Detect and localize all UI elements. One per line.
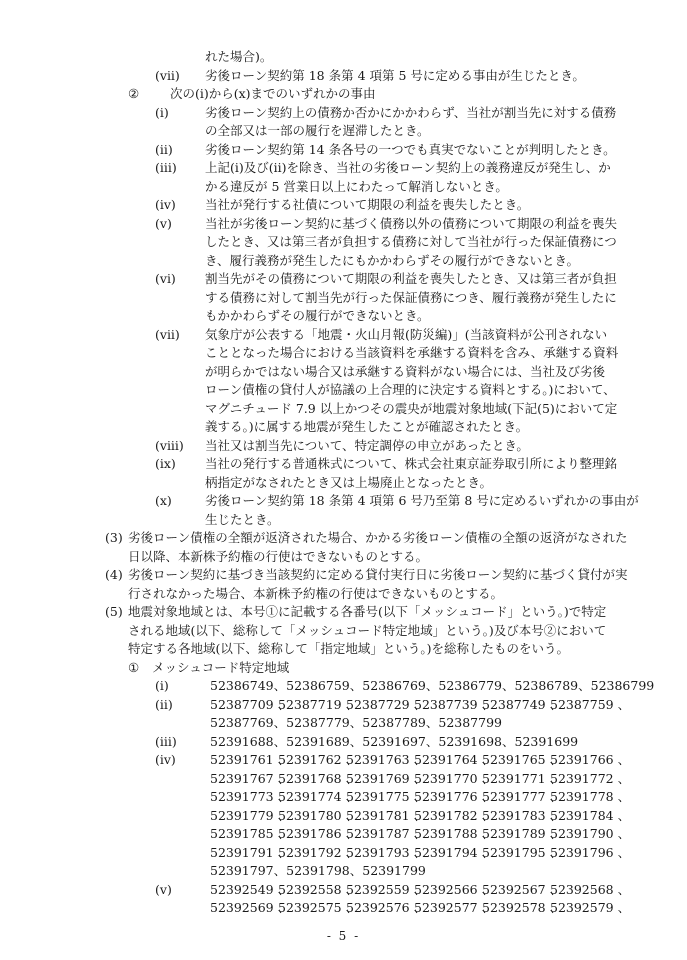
mesh-code-line: 52391688、52391689、52391697、52391698、52391699 (210, 733, 579, 749)
mesh-code: 52391775 、 (346, 789, 427, 804)
sub-item-line: の全部又は一部の履行を遅滞したとき。 (205, 123, 430, 138)
sub-item-line: 当社又は割当先について、特定調停の申立があったとき。 (205, 437, 529, 453)
mesh-code: 52391783 、 (482, 807, 563, 823)
paragraph-label: (5) (105, 604, 123, 619)
mesh-code: 52391761 、 (210, 752, 291, 767)
sub-item-line: かる違反が 5 営業日以上にわたって解消しないとき。 (205, 178, 508, 194)
sub-item-line: 生じたとき。 (205, 511, 280, 527)
mesh-code: 52391763 、 (346, 752, 427, 767)
mesh-code: 52391790 、 (550, 826, 631, 841)
sub-item-line: 当社が発行する社債について期限の利益を喪失したとき。 (205, 197, 530, 212)
circled-number: ② (128, 86, 140, 101)
mesh-code: 52391770 、 (414, 770, 495, 786)
sub-item-line: 劣後ローン契約第 14 条各号の一つでも真実でないことが判明したとき。 (205, 141, 616, 157)
continued-line: れた場合)。 (205, 49, 273, 64)
page-number: - 5 - (326, 929, 361, 943)
mesh-code: 52391771 、 (482, 770, 563, 786)
mesh-code: 52392566 、 (414, 881, 495, 897)
mesh-code: 52387759 、 (550, 696, 631, 712)
mesh-code: 52391781 、 (346, 807, 427, 823)
sub-item-label: (ix) (155, 456, 176, 471)
sub-item-label: (vi) (155, 271, 176, 286)
mesh-code: 52392579 、 (550, 900, 631, 915)
mesh-code: 52391777 、 (482, 789, 563, 804)
mesh-code: 52392578 、 (482, 900, 563, 915)
mesh-code: 52391776 、 (414, 789, 495, 804)
paragraph-line: される地域(以下、総称して「メッシュコード特定地域」という。)及び本号②において (128, 622, 607, 638)
mesh-code: 52391793 、 (346, 844, 427, 860)
mesh-code-line: 52391797、52391798、52391799 (210, 863, 426, 878)
paragraph-line: 劣後ローン契約に基づき当該契約に定める貸付実行日に劣後ローン契約に基づく貸付が実 (128, 567, 628, 582)
paragraph-label: (4) (105, 567, 123, 582)
sub-item-line: 当社が劣後ローン契約に基づく債務以外の債務について期限の利益を喪失 (205, 215, 618, 231)
sub-item-line: 上記(i)及び(ii)を除き、当社の劣後ローン契約上の義務違反が発生し、か (205, 160, 611, 175)
sub-item-line: 気象庁が公表する「地震・火山月報(防災編)」(当該資料が公刊されない (205, 326, 608, 342)
sub-item-line: き、履行義務が発生したにもかかわらずその履行ができないとき。 (205, 252, 580, 268)
paragraph-line: 地震対象地域とは、本号①に記載する各番号(以下「メッシュコード」という。)で特定 (128, 604, 607, 619)
mesh-code: 52392558 、 (278, 881, 359, 897)
mesh-code: 52391786 、 (278, 826, 359, 841)
mesh-code: 52387709 、 (210, 696, 291, 712)
paragraph-line: 劣後ローン債権の全額が返済された場合、かかる劣後ローン債権の全額の返済がなされた (128, 530, 628, 545)
mesh-code: 52391766 、 (550, 752, 631, 767)
mesh-code: 52391762 、 (278, 752, 359, 767)
sub-item-line: したとき、又は第三者が負担する債務に対して当社が行った保証債務につ (205, 234, 617, 249)
mesh-code: 52391769 、 (346, 770, 427, 786)
paragraph-line: 行されなかった場合、本新株予約権の行使はできないものとする。 (128, 585, 504, 601)
mesh-code: 52391795 、 (482, 844, 563, 860)
mesh-code: 52391787 、 (346, 826, 427, 841)
mesh-code: 52391782 、 (414, 807, 495, 823)
mesh-code: 52391778 、 (550, 789, 631, 804)
mesh-code: 52392559 、 (346, 881, 427, 897)
mesh-code: 52391792 、 (278, 844, 359, 860)
sub-item-line: ローン債権の貸付人が協議の上合理的に決定する資料とする。)において、 (205, 382, 616, 397)
mesh-group-label: (v) (155, 881, 172, 897)
paragraph-label: (3) (105, 530, 123, 545)
sub-item-label: (v) (155, 215, 172, 231)
mesh-code: 52391780 、 (278, 807, 359, 823)
mesh-code: 52391788 、 (414, 826, 495, 841)
mesh-code: 52391784 、 (550, 807, 631, 823)
sub-item-label: (x) (155, 493, 172, 508)
sub-item-line: 義する。)に属する地震が発生したことが確認されたとき。 (205, 419, 529, 434)
sub-item-line: する債務に対して割当先が行った保証債務につき、履行義務が発生したに (205, 289, 617, 305)
mesh-code: 52387729 、 (346, 696, 427, 712)
mesh-code-line: 52386749、52386759、52386769、52386779、52386789、52386799 (210, 678, 655, 693)
mesh-code: 52391764 、 (414, 752, 495, 767)
mesh-code: 52392549 、 (210, 881, 291, 897)
circled-number: ① (128, 659, 140, 675)
sub-item-line: こととなった場合における当該資料を承継する資料を含み、承継する資料 (205, 345, 619, 360)
sub-item-label: (viii) (155, 437, 184, 453)
mesh-code: 52391791 、 (210, 844, 291, 860)
mesh-code: 52391772 、 (550, 770, 631, 786)
sub-item-line: もかかわらずその履行ができないとき。 (205, 308, 430, 323)
sub-item-line: 当社の発行する普通株式について、株式会社東京証券取引所により整理銘 (205, 456, 618, 471)
mesh-code: 52391765 、 (482, 752, 563, 767)
sub-item-label: (iv) (155, 197, 176, 212)
mesh-code: 52391779 、 (210, 807, 291, 823)
sub-item-label: (ii) (155, 141, 173, 157)
mesh-code: 52392568 、 (550, 881, 631, 897)
item-text: 劣後ローン契約第 18 条第 4 項第 5 号に定める事由が生じたとき。 (205, 67, 585, 83)
paragraph-line: 日以降、本新株予約権の行使はできないものとする。 (128, 548, 429, 564)
mesh-code-line: 52387769、52387779、52387789、52387799 (210, 715, 502, 730)
mesh-code: 52391768 、 (278, 770, 359, 786)
mesh-code: 52392569 、 (210, 900, 291, 915)
mesh-code: 52391767 、 (210, 770, 291, 786)
mesh-code: 52387739 、 (414, 696, 495, 712)
mesh-group-label: (ii) (155, 696, 173, 712)
mesh-group-label: (iii) (155, 733, 177, 749)
paragraph-line: 特定する各地域(以下、総称して「指定地域」という。)を総称したものをいう。 (128, 641, 570, 656)
sub-item-line: マグニチュード 7.9 以上かつその震央が地震対象地域(下記(5)において定 (205, 400, 618, 416)
sub-item-label: (vii) (155, 326, 180, 342)
sub-item-label: (i) (155, 104, 169, 120)
mesh-code: 52391773 、 (210, 789, 291, 804)
mesh-code: 52387749 、 (482, 696, 563, 712)
sub-item-line: 劣後ローン契約第 18 条第 4 項第 6 号乃至第 8 号に定めるいずれかの事由が (205, 493, 639, 508)
mesh-code: 52392577 、 (414, 900, 495, 915)
mesh-code: 52387719 、 (278, 696, 359, 712)
mesh-code: 52392575 、 (278, 900, 359, 915)
mesh-group-label: (iv) (155, 752, 176, 767)
mesh-code: 52391785 、 (210, 826, 291, 841)
sub-item-line: 柄指定がなされたとき又は上場廃止となったとき。 (205, 474, 493, 490)
mesh-code: 52391774 、 (278, 789, 359, 804)
sub-item-line: が明らかではない場合又は承継する資料がない場合には、当社及び劣後 (205, 363, 606, 379)
mesh-code: 52392576 、 (346, 900, 427, 915)
sub-item-label: (iii) (155, 160, 177, 175)
mesh-code: 52392567 、 (482, 881, 563, 897)
sub-item-line: 劣後ローン契約上の債務か否かにかかわらず、当社が割当先に対する債務 (205, 104, 617, 120)
mesh-group-label: (i) (155, 678, 169, 693)
sub-item-line: 割当先がその債務について期限の利益を喪失したとき、又は第三者が負担 (205, 271, 617, 286)
mesh-section-title: メッシュコード特定地域 (152, 659, 290, 675)
mesh-code: 52391794 、 (414, 844, 495, 860)
mesh-code: 52391789 、 (482, 826, 563, 841)
item-label: (vii) (155, 67, 180, 83)
clause-heading: 次の(i)から(x)までのいずれかの事由 (170, 86, 376, 101)
mesh-code: 52391796 、 (550, 844, 631, 860)
